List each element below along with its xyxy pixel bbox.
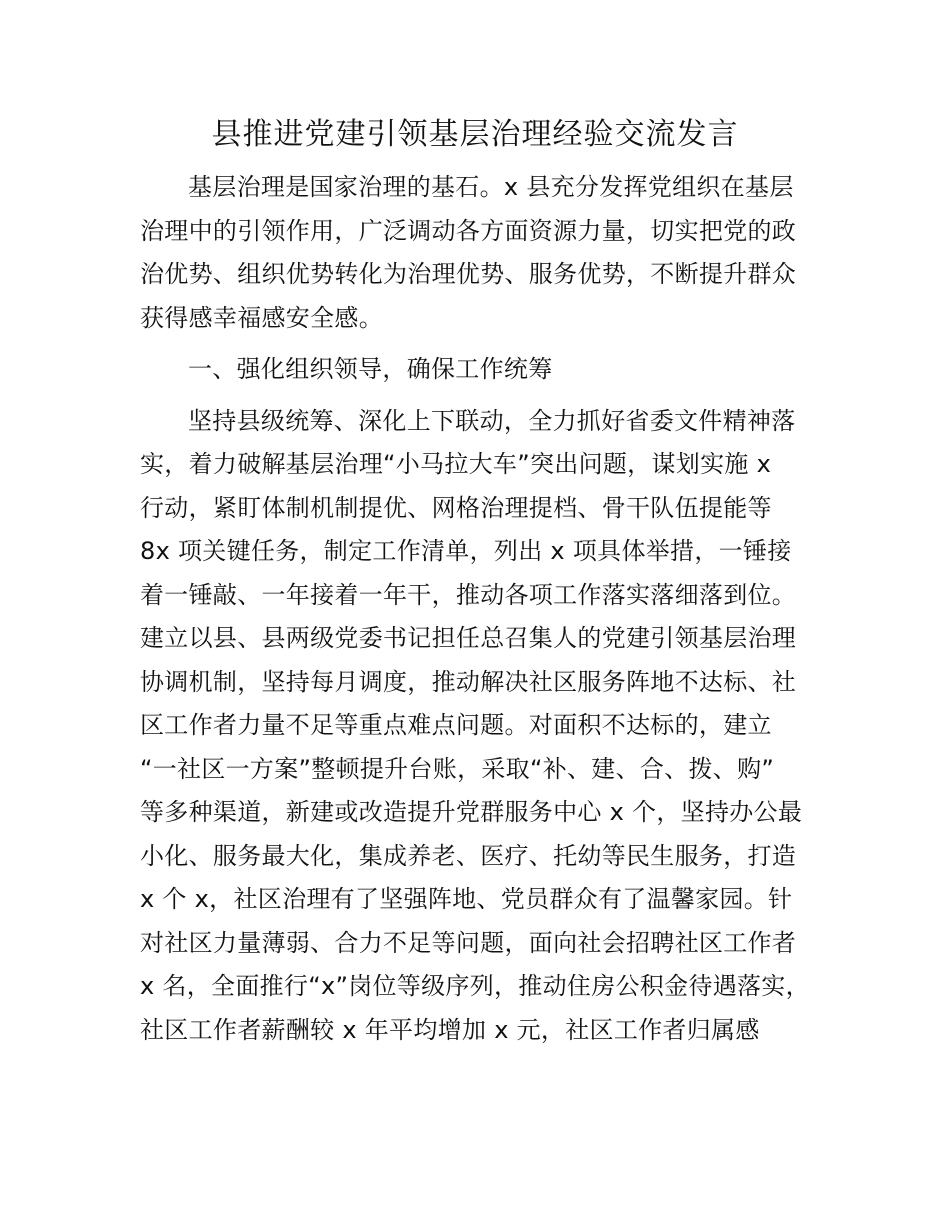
text-line: 建立以县、县两级党委书记担任总召集人的党建引领基层治理 bbox=[140, 624, 797, 652]
text-line: 小化、服务最大化，集成养老、医疗、托幼等民生服务，打造 bbox=[140, 841, 797, 870]
text-line: x 个 x，社区治理有了坚强阵地、党员群众有了温馨家园。针 bbox=[140, 885, 793, 913]
text-line: 治理中的引领作用，广泛调动各方面资源力量，切实把党的政 bbox=[140, 216, 797, 245]
text-line: 行动，紧盯体制机制提优、网格治理提档、骨干队伍提能等 bbox=[140, 493, 772, 522]
text-line: 实，着力破解基层治理“小马拉大车”突出问题，谋划实施 x bbox=[140, 450, 772, 478]
section-heading: 一、强化组织领导，确保工作统筹 bbox=[188, 355, 553, 383]
text-line: 8x 项关键任务，制定工作清单，列出 x 项具体举措，一锤接 bbox=[140, 537, 792, 565]
text-line: 治优势、组织优势转化为治理优势、服务优势，不断提升群众 bbox=[140, 260, 797, 288]
text-line: 对社区力量薄弱、合力不足等问题，面向社会招聘社区工作者 bbox=[140, 928, 797, 957]
text-line: 基层治理是国家治理的基石。x 县充分发挥党组织在基层 bbox=[188, 173, 794, 201]
document-body bbox=[140, 166, 830, 1052]
text-line: x 名，全面推行“x”岗位等级序列，推动住房公积金待遇落实， bbox=[140, 972, 810, 1000]
text-line: 获得感幸福感安全感。 bbox=[140, 303, 383, 332]
text-line: 协调机制，坚持每月调度，推动解决社区服务阵地不达标、社 bbox=[140, 667, 797, 696]
text-line: 坚持县级统筹、深化上下联动，全力抓好省委文件精神落 bbox=[188, 406, 796, 435]
paragraph-intro bbox=[140, 166, 830, 340]
text-line: 区工作者力量不足等重点难点问题。对面积不达标的，建立 bbox=[140, 711, 772, 739]
text-line: 社区工作者薪酬较 x 年平均增加 x 元，社区工作者归属感 bbox=[140, 1015, 760, 1044]
text-line: 等多种渠道，新建或改造提升党群服务中心 x 个，坚持办公最 bbox=[140, 798, 803, 826]
document-title: 县推进党建引领基层治理经验交流发言 bbox=[211, 117, 739, 152]
text-line: 着一锤敲、一年接着一年干，推动各项工作落实落细落到位。 bbox=[140, 580, 797, 609]
text-line: “一社区一方案”整顿提升台账，采取“补、建、合、拨、购” bbox=[140, 754, 775, 783]
paragraph-section-one bbox=[140, 400, 830, 1053]
